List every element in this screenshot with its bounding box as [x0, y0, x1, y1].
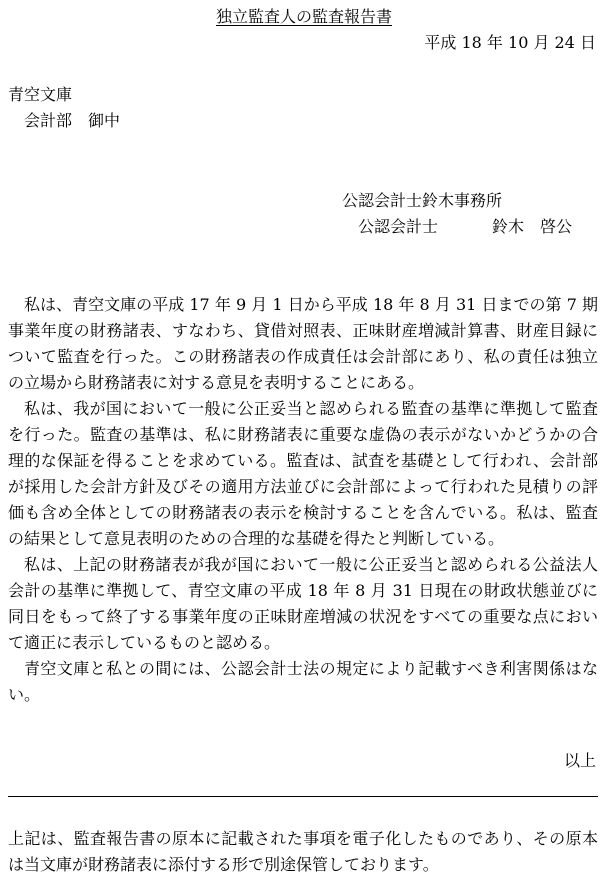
auditor-signature [358, 214, 572, 237]
report-date: 平成 18 年 10 月 24 日 [424, 33, 596, 52]
auditor-firm: 公認会計士鈴木事務所 [342, 191, 503, 210]
auditor-role: 公認会計士 [358, 217, 439, 236]
paragraph-basis: 私は、我が国において一般に公正妥当と認められる監査の基準に準拠して監査を行った。監査の基準は、私に財務諸表に重要な虚偽の表示がないかどうかの合理的な保証を得ることを求めている。監査は、試査を基礎として行われ、会計部が採用した会計方針及びその適用方法並びに会計部によって行われた見積りの評価も含め全体としての財務諸表の表示を検討することを含んでいる。私は、監査の結果として意見表明のための合理的な基礎を得たと判断している。 [8, 399, 598, 548]
digitization-note: 上記は、監査報告書の原本に記載された事項を電子化したものであり、その原本は当文庫が財務諸表に添付する形で別途保管しております。 [8, 829, 598, 874]
addressee-org: 青空文庫 [8, 85, 73, 104]
addressee-dept: 会計部 御中 [24, 111, 121, 130]
auditor-name: 鈴木 啓公 [492, 217, 573, 236]
closing-mark: 以上 [563, 751, 596, 770]
paragraph-interest: 青空文庫と私との間には、公認会計士法の規定により記載すべき利害関係はない。 [8, 659, 598, 704]
document-title: 独立監査人の監査報告書 [215, 7, 392, 26]
report-body [8, 292, 598, 708]
paragraph-opinion: 私は、上記の財務諸表が我が国において一般に公正妥当と認められる公益法人会計の基準に準拠して、青空文庫の平成 18 年 8 月 31 日現在の財政状態並びに同日をもって終了する事業年度の正味財産増減の状況をすべての重要な点において適正に表示しているものと認める。 [8, 555, 598, 652]
separator-line [8, 796, 598, 797]
paragraph-scope: 私は、青空文庫の平成 17 年 9 月 1 日から平成 18 年 8 月 31 日までの第 7 期事業年度の財務諸表、すなわち、貸借対照表、正味財産増減計算書、財産目録について監査を行った。この財務諸表の作成責任は会計部にあり、私の責任は独立の立場から財務諸表に対する意見を表明することにある。 [8, 295, 598, 392]
